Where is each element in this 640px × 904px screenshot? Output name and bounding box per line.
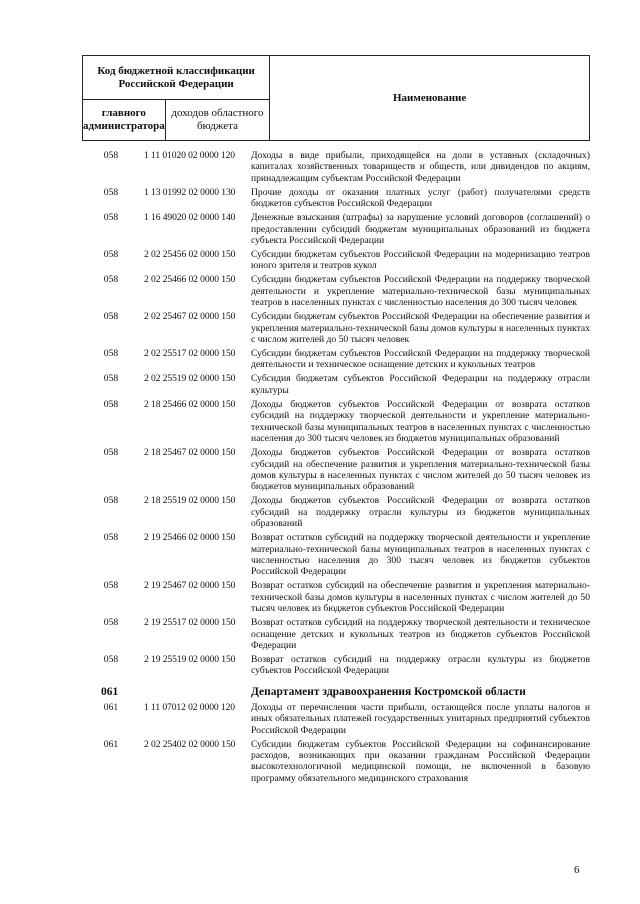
table-row [82,654,590,677]
table-row [82,311,590,345]
income-name: Прочие доходы от оказания платных услуг (работ) получателями средств бюджетов субъектов Российской Федерации [251,186,590,210]
income-code: 2 02 25466 02 0000 150 [144,274,236,286]
admin-code: 058 [103,495,119,507]
table-row [82,187,590,210]
admin-code: 058 [103,617,119,629]
income-code: 2 18 25466 02 0000 150 [144,398,236,410]
income-name: Субсидии бюджетам субъектов Российской Федерации на поддержку творческой деятельности и техническое оснащение детских и кукольных театров [251,348,590,371]
admin-code: 061 [103,738,119,750]
table-row [82,274,590,308]
income-code: 2 18 25519 02 0000 150 [144,495,236,507]
header-name-column: Наименование [270,56,590,141]
admin-code: 061 [103,701,119,713]
income-code: 2 19 25517 02 0000 150 [144,617,236,629]
admin-code: 058 [103,249,119,261]
income-code: 2 02 25467 02 0000 150 [144,311,236,323]
income-name: Субсидии бюджетам субъектов Российской Федерации на поддержку творческой деятельности и укрепление материально-технической базы муниципальных театров в населенных пунктах с численностью населения до 300 тысяч человек [251,274,590,309]
department-admin-code: 061 [101,685,119,698]
table-row [82,447,590,493]
income-code: 1 13 01992 02 0000 130 [144,186,236,198]
income-code: 1 11 07012 02 0000 120 [144,701,235,713]
income-name: Субсидии бюджетам субъектов Российской Федерации на софинансирование расходов, возникающих при оказании гражданам Российской Федерации высокотехнологичной медицинской помощи, не включенной в базовую программу обязательного медицинского страхования [251,738,590,784]
header-income-column: доходов областного бюджета [165,100,270,141]
admin-code: 058 [103,186,119,198]
table-row [82,348,590,371]
department-name: Департамент здравоохранения Костромской области [251,685,526,698]
table-row [82,739,590,785]
income-code: 1 16 49020 02 0000 140 [144,212,236,224]
table-row [82,249,590,272]
admin-code: 058 [103,398,119,410]
income-code: 2 19 25519 02 0000 150 [144,653,236,665]
admin-code: 058 [103,373,119,385]
table-row [82,702,590,736]
admin-code: 058 [103,580,119,592]
income-code: 2 02 25402 02 0000 150 [144,738,236,750]
table-header [82,55,590,141]
income-name: Субсидия бюджетам субъектов Российской Федерации на поддержку отрасли культуры [251,373,590,396]
income-name: Субсидии бюджетам субъектов Российской Федерации на модернизацию театров юного зрителя и театров кукол [251,249,590,272]
income-name: Субсидии бюджетам субъектов Российской Федерации на обеспечение развития и укрепления материально-технической базы домов культуры в населенных пунктах с числом жителей до 50 тысяч человек [251,311,590,346]
income-name: Возврат остатков субсидий на обеспечение развития и укрепления материально-технической базы домов культуры в населенных пунктах с числом жителей до 50 тысяч человек из бюджетов субъектов Российской Федерации [251,580,590,615]
admin-code: 058 [103,274,119,286]
admin-code: 058 [103,150,119,161]
table-row [82,373,590,396]
admin-code: 058 [103,447,119,459]
income-code: 2 19 25466 02 0000 150 [144,532,236,544]
income-name: Доходы бюджетов субъектов Российской Федерации от возврата остатков субсидий на поддержку творческой деятельности и укрепление материально-технической базы муниципальных театров в населенных пунктах с численностью населения до 300 тысяч человек из бюджетов муниципальных образований [251,398,590,445]
table-row [82,617,590,651]
income-name: Доходы бюджетов субъектов Российской Федерации от возврата остатков субсидий на поддержку отрасли культуры из бюджетов муниципальных образований [251,495,590,530]
admin-code: 058 [103,532,119,544]
table-row [82,495,590,529]
table-row [82,399,590,445]
table-body [82,150,590,787]
department-heading-row [82,685,590,699]
income-code: 2 19 25467 02 0000 150 [144,580,236,592]
table-row [82,212,590,246]
income-name: Доходы от перечисления части прибыли, остающейся после уплаты налогов и иных обязательных платежей государственных унитарных предприятий субъектов Российской Федерации [251,701,590,736]
header-group-title: Код бюджетной классификации Российской Федерации [83,56,270,100]
table-row [82,580,590,614]
income-code: 2 18 25467 02 0000 150 [144,447,236,459]
department-code-empty [140,685,248,699]
admin-code: 058 [103,311,119,323]
table-row [82,150,590,184]
income-name: Доходы в виде прибыли, приходящейся на доли в уставных (складочных) капиталах хозяйственных товариществ и обществ, или дивидендов по акциям, принадлежащим субъектам Российской Федерации [251,150,590,184]
income-name: Денежные взыскания (штрафы) за нарушение условий договоров (соглашений) о предоставлении субсидий бюджетам муниципальных образований из бюджета субъекта Российской Федерации [251,212,590,247]
income-name: Возврат остатков субсидий на поддержку отрасли культуры из бюджетов субъектов Российской Федерации [251,653,590,677]
income-code: 2 02 25456 02 0000 150 [144,249,236,261]
income-code: 2 02 25517 02 0000 150 [144,348,236,360]
table-row [82,532,590,578]
income-name: Доходы бюджетов субъектов Российской Федерации от возврата остатков субсидий на обеспечение развития и укрепления материально-технической базы домов культуры в населенных пунктах с числом жителей до 50 тысяч человек из бюджетов муниципальных образований [251,447,590,493]
admin-code: 058 [103,348,119,360]
page-number: 6 [574,864,580,876]
admin-code: 058 [103,212,119,224]
header-admin-column: главного администратора [83,100,166,141]
income-code: 2 02 25519 02 0000 150 [144,373,236,385]
income-name: Возврат остатков субсидий на поддержку творческой деятельности и укрепление материально-технической базы муниципальных театров в населенных пунктах с численностью населения до 300 тысяч человек из бюджетов субъектов Российской Федерации [251,532,590,578]
admin-code: 058 [103,653,119,665]
income-code: 1 11 01020 02 0000 120 [144,150,235,161]
income-name: Возврат остатков субсидий на поддержку творческой деятельности и техническое оснащение детских и кукольных театров из бюджетов субъектов Российской Федерации [251,617,590,651]
